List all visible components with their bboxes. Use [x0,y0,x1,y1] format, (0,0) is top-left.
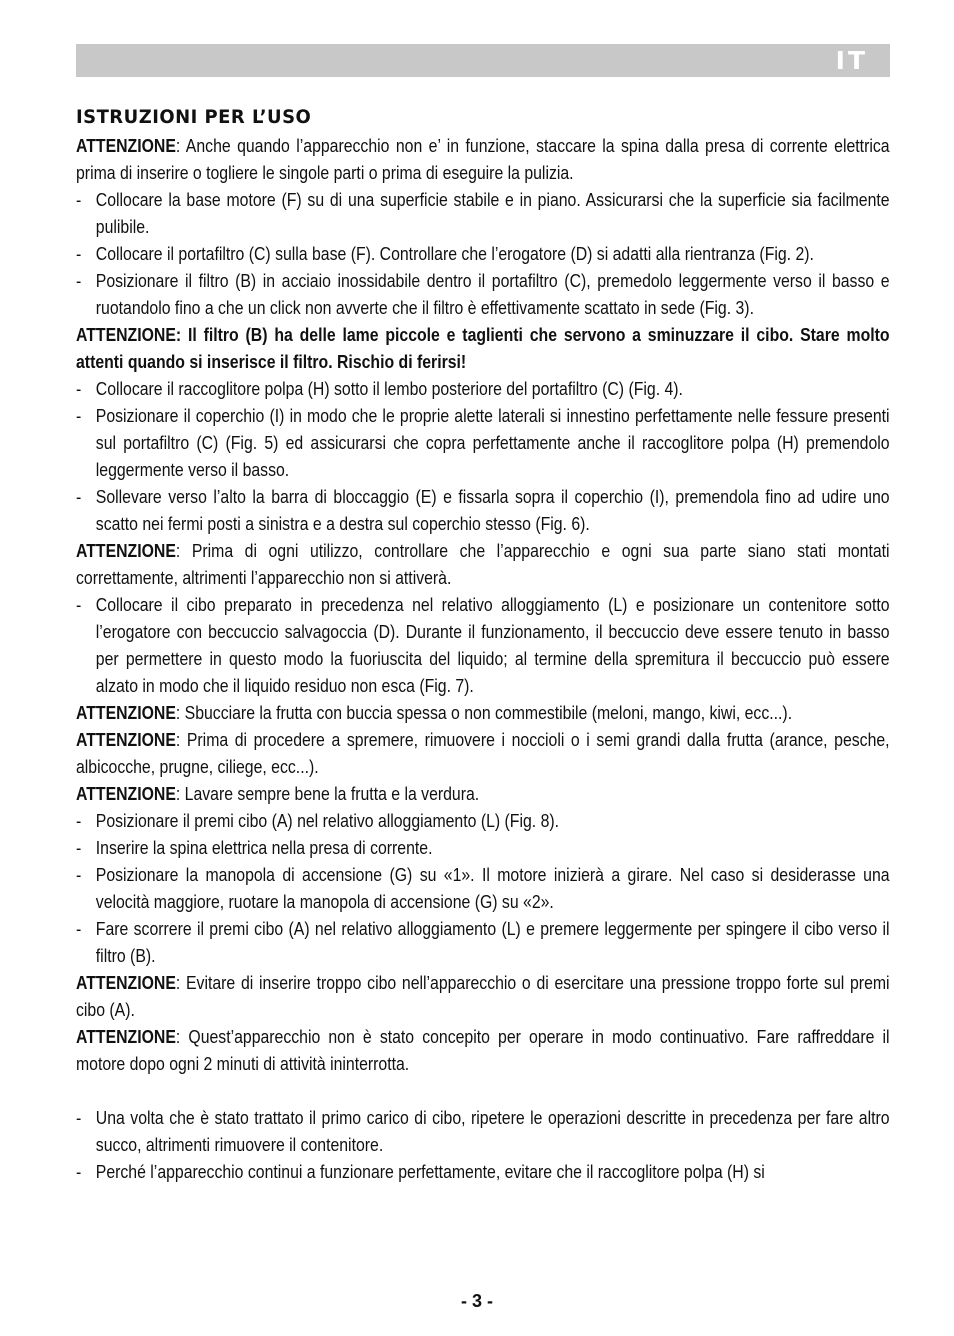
list-item-text: Fare scorrere il premi cibo (A) nel relativo alloggiamento (L) e premere leggermente per spingere il cibo verso il filtro (B). [95,918,890,966]
list-item [76,861,890,915]
paragraph-text: : Anche quando l’apparecchio non e’ in funzione, staccare la spina dalla presa di corrente elettrica prima di inserire o togliere le singole parti o prima di eseguire la pulizia. [76,135,890,183]
list-item [76,402,890,483]
attention-label: ATTENZIONE [76,972,176,993]
list-item [76,267,890,321]
bullet-dash: - [76,810,82,831]
bullet-dash: - [76,864,82,885]
list-item-text: Sollevare verso l’alto la barra di bloccaggio (E) e fissarla sopra il coperchio (I), premendola fino ad udire uno scatto nei fermi posti a sinistra e a destra sul coperchio stesso (Fig. 6). [95,486,890,534]
bullet-dash: - [76,405,82,426]
paragraph-text: : Lavare sempre bene la frutta e la verdura. [175,783,480,804]
list-item-text: Inserire la spina elettrica nella presa di corrente. [95,837,433,858]
list-item-text: Una volta che è stato trattato il primo carico di cibo, ripetere le operazioni descritte in precedenza per fare altro succo, altrimenti rimuovere il contenitore. [95,1107,890,1155]
list-item-text: Collocare il raccoglitore polpa (H) sotto il lembo posteriore del portafiltro (C) (Fig. 4). [95,378,683,399]
list-item [76,591,890,699]
paragraph-text: : Quest’apparecchio non è stato concepito per operare in modo continuativo. Fare raffreddare il motore dopo ogni 2 minuti di attività ininterrotta. [76,1026,890,1074]
list-item [76,186,890,240]
list-item [76,807,890,834]
bullet-dash: - [76,486,82,507]
section-title: ISTRUZIONI PER L’USO [76,106,312,128]
attention-paragraph [76,132,890,186]
attention-label: ATTENZIONE [76,1026,176,1047]
paragraph-text: : Prima di procedere a spremere, rimuovere i noccioli o i semi grandi dalla frutta (arance, pesche, albicocche, prugne, ciliege, ecc...). [76,729,890,777]
paragraph-text: : Sbucciare la frutta con buccia spessa o non commestibile (meloni, mango, kiwi, ecc...). [175,702,793,723]
attention-label: ATTENZIONE [76,783,176,804]
bullet-dash: - [76,270,82,291]
list-item-text: Perché l’apparecchio continui a funzionare perfettamente, evitare che il raccoglitore polpa (H) si [95,1161,765,1182]
list-item-text: Posizionare la manopola di accensione (G) su «1». Il motore inizierà a girare. Nel caso si desiderasse una velocità maggiore, ruotare la manopola di accensione (G) su «2». [95,864,890,912]
spacer [76,1077,890,1104]
list-item [76,1158,890,1185]
list-item [76,375,890,402]
attention-paragraph [76,537,890,591]
list-item [76,915,890,969]
paragraph-text: : Evitare di inserire troppo cibo nell’apparecchio o di esercitare una pressione troppo forte sul premi cibo (A). [76,972,890,1020]
bullet-dash: - [76,918,82,939]
attention-paragraph [76,969,890,1023]
list-item-text: Posizionare il premi cibo (A) nel relativo alloggiamento (L) (Fig. 8). [95,810,560,831]
list-item-text: Posizionare il filtro (B) in acciaio inossidabile dentro il portafiltro (C), premedolo leggermente verso il basso e ruotandolo fino a che un click non avverte che il filtro è effettivamente scattato in sede (Fig. 3). [95,270,890,318]
list-item-text: Collocare il cibo preparato in precedenza nel relativo alloggiamento (L) e posizionare un contenitore sotto l’erogatore con beccuccio salvagoccia (D). Durante il funzionamento, il beccuccio deve essere tenuto in basso per permettere in questo modo la fuoriuscita del liquido; al termine della spremitura il beccuccio può essere alzato in modo che il liquido residuo non esca (Fig. 7). [95,594,890,696]
list-item-text: Collocare la base motore (F) su di una superficie stabile e in piano. Assicurarsi che la superficie sia facilmente pulibile. [95,189,890,237]
bullet-dash: - [76,243,82,264]
attention-paragraph [76,1023,890,1077]
bullet-dash: - [76,1107,82,1128]
attention-paragraph [76,780,890,807]
attention-label: ATTENZIONE [76,540,176,561]
warning-paragraph: ATTENZIONE: Il filtro (B) ha delle lame piccole e taglienti che servono a sminuzzare il cibo. Stare molto attenti quando si inserisce il filtro. Rischio di ferirsi! [76,324,890,372]
language-header-bar [76,44,890,77]
list-item-text: Collocare il portafiltro (C) sulla base (F). Controllare che l’erogatore (D) si adatti alla rientranza (Fig. 2). [95,243,814,264]
bullet-dash: - [76,837,82,858]
language-code: IT [835,46,868,75]
instructions-body [76,103,890,1185]
bullet-dash: - [76,1161,82,1182]
bullet-dash: - [76,189,82,210]
list-item [76,240,890,267]
page-number: - 3 - [460,1291,493,1311]
bullet-dash: - [76,594,82,615]
attention-paragraph [76,699,890,726]
list-item [76,1104,890,1158]
attention-label: ATTENZIONE [76,135,176,156]
attention-label: ATTENZIONE [76,702,176,723]
bullet-dash: - [76,378,82,399]
list-item-text: Posizionare il coperchio (I) in modo che le proprie alette laterali si innestino perfettamente nelle fessure presenti sul portafiltro (C) (Fig. 5) ed assicurarsi che copra perfettamente anche il raccoglitore polpa (H) premendolo leggermente verso il basso. [95,405,890,480]
attention-label: ATTENZIONE [76,729,176,750]
attention-paragraph [76,726,890,780]
list-item [76,483,890,537]
paragraph-text: : Prima di ogni utilizzo, controllare che l’apparecchio e ogni sua parte siano stati montati correttamente, altrimenti l’apparecchio non si attiverà. [76,540,890,588]
list-item [76,834,890,861]
